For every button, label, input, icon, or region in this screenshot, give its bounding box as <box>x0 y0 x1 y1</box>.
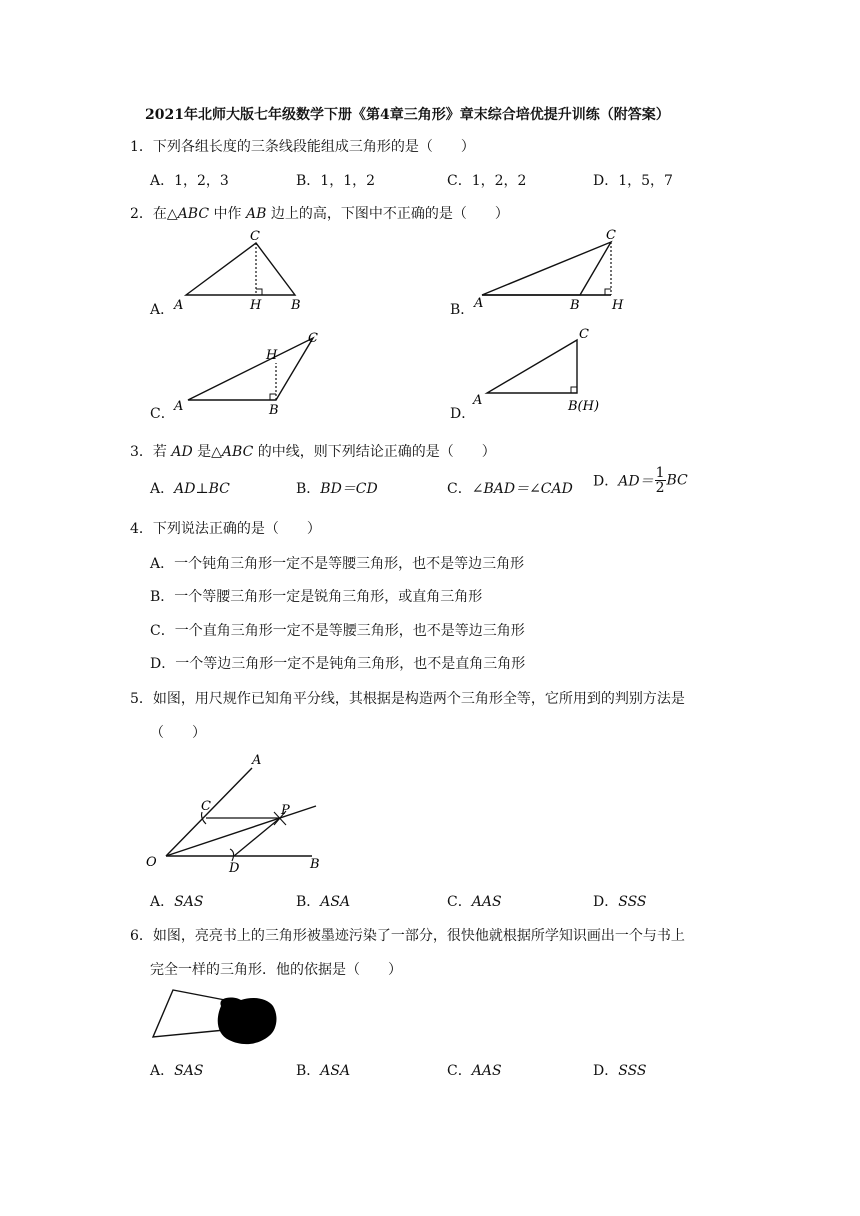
question-2-option-a-letter: A． <box>150 302 175 318</box>
fig-5-label-o: O <box>146 855 157 870</box>
fig-2b-label-h: H <box>612 298 624 313</box>
fig-2d-label-c: C <box>579 327 589 342</box>
fig-2d-label-bh: B(H) <box>568 399 600 414</box>
question-3-option-c: C．∠BAD＝∠CAD <box>447 481 573 497</box>
question-6-option-a: A．SAS <box>150 1063 204 1079</box>
question-4-option-d: D．一个等边三角形一定不是钝角三角形，也不是直角三角形 <box>150 656 526 672</box>
fig-2a-label-a: A <box>174 298 184 313</box>
figure-2b-triangle <box>470 225 640 315</box>
question-5-option-b: B．ASA <box>296 894 351 910</box>
question-5-stem-line1: 5．如图，用尺规作已知角平分线，其根据是构造两个三角形全等，它所用到的判别方法是 <box>130 691 685 707</box>
question-2-option-d-letter: D． <box>450 406 476 422</box>
question-4-option-a: A．一个钝角三角形一定不是等腰三角形，也不是等边三角形 <box>150 556 525 572</box>
fig-5-label-b: B <box>310 857 320 872</box>
page-title: 2021年北师大版七年级数学下册《第4章三角形》章末综合培优提升训练（附答案） <box>145 107 670 123</box>
fig-2c-label-c: C <box>308 331 318 346</box>
question-1-option-b: B．1，1，2 <box>296 173 376 189</box>
question-6-option-c: C．AAS <box>447 1063 502 1079</box>
question-4-option-b: B．一个等腰三角形一定是锐角三角形，或直角三角形 <box>150 589 483 605</box>
figure-6-ink-stained-triangle <box>145 982 285 1052</box>
question-3-option-a: A．AD⊥BC <box>150 481 230 497</box>
fig-2b-label-a: A <box>474 296 484 311</box>
question-1-option-a: A．1，2，3 <box>150 173 229 189</box>
question-3-option-b: B．BD＝CD <box>296 481 378 497</box>
question-3-stem: 3．若 AD 是△ABC 的中线，则下列结论正确的是（ ） <box>130 444 496 460</box>
figure-2d-triangle <box>470 322 620 418</box>
fig-2c-label-b: B <box>269 403 279 418</box>
fig-5-label-d: D <box>229 861 240 876</box>
question-5-option-d: D．SSS <box>593 894 647 910</box>
fig-2a-label-b: B <box>291 298 301 313</box>
figure-2c-triangle <box>170 328 330 423</box>
fig-2a-label-c: C <box>250 229 260 244</box>
fig-2b-label-b: B <box>570 298 580 313</box>
question-2-option-c-letter: C． <box>150 406 175 422</box>
fig-5-label-a: A <box>252 753 262 768</box>
fig-5-label-p: P <box>281 803 290 818</box>
fig-2a-label-h: H <box>250 298 262 313</box>
fig-5-label-c: C <box>201 799 211 814</box>
fig-2b-label-c: C <box>606 228 616 243</box>
question-6-option-d: D．SSS <box>593 1063 647 1079</box>
question-4-stem: 4．下列说法正确的是（ ） <box>130 521 321 537</box>
question-6-stem-line2: 完全一样的三角形．他的依据是（ ） <box>150 962 402 978</box>
fig-2c-label-h: H <box>266 348 278 363</box>
question-1-option-d: D．1，5，7 <box>593 173 673 189</box>
question-3-option-d: D．AD＝ $\frac{1}{2}$ BC <box>593 465 688 496</box>
figure-2a-triangle <box>170 225 310 315</box>
fig-2c-label-a: A <box>174 399 184 414</box>
question-2-option-b-letter: B． <box>450 302 475 318</box>
question-1-option-c: C．1，2，2 <box>447 173 527 189</box>
question-5-stem-line2: （ ） <box>150 725 206 741</box>
question-5-option-a: A．SAS <box>150 894 204 910</box>
ink-blot <box>218 998 277 1045</box>
question-4-option-c: C．一个直角三角形一定不是等腰三角形，也不是等边三角形 <box>150 623 525 639</box>
question-6-stem-line1: 6．如图，亮亮书上的三角形被墨迹污染了一部分，很快他就根据所学知识画出一个与书上 <box>130 928 685 944</box>
question-2-stem: 2．在△ABC 中作 AB 边上的高，下图中不正确的是（ ） <box>130 206 509 222</box>
fig-2d-label-a: A <box>473 393 483 408</box>
figure-5-angle-bisector <box>140 748 340 878</box>
question-1-stem: 1．下列各组长度的三条线段能组成三角形的是（ ） <box>130 139 475 155</box>
question-6-option-b: B．ASA <box>296 1063 351 1079</box>
fraction-one-half: $\frac{1}{2}$ <box>655 465 665 496</box>
question-5-option-c: C．AAS <box>447 894 502 910</box>
